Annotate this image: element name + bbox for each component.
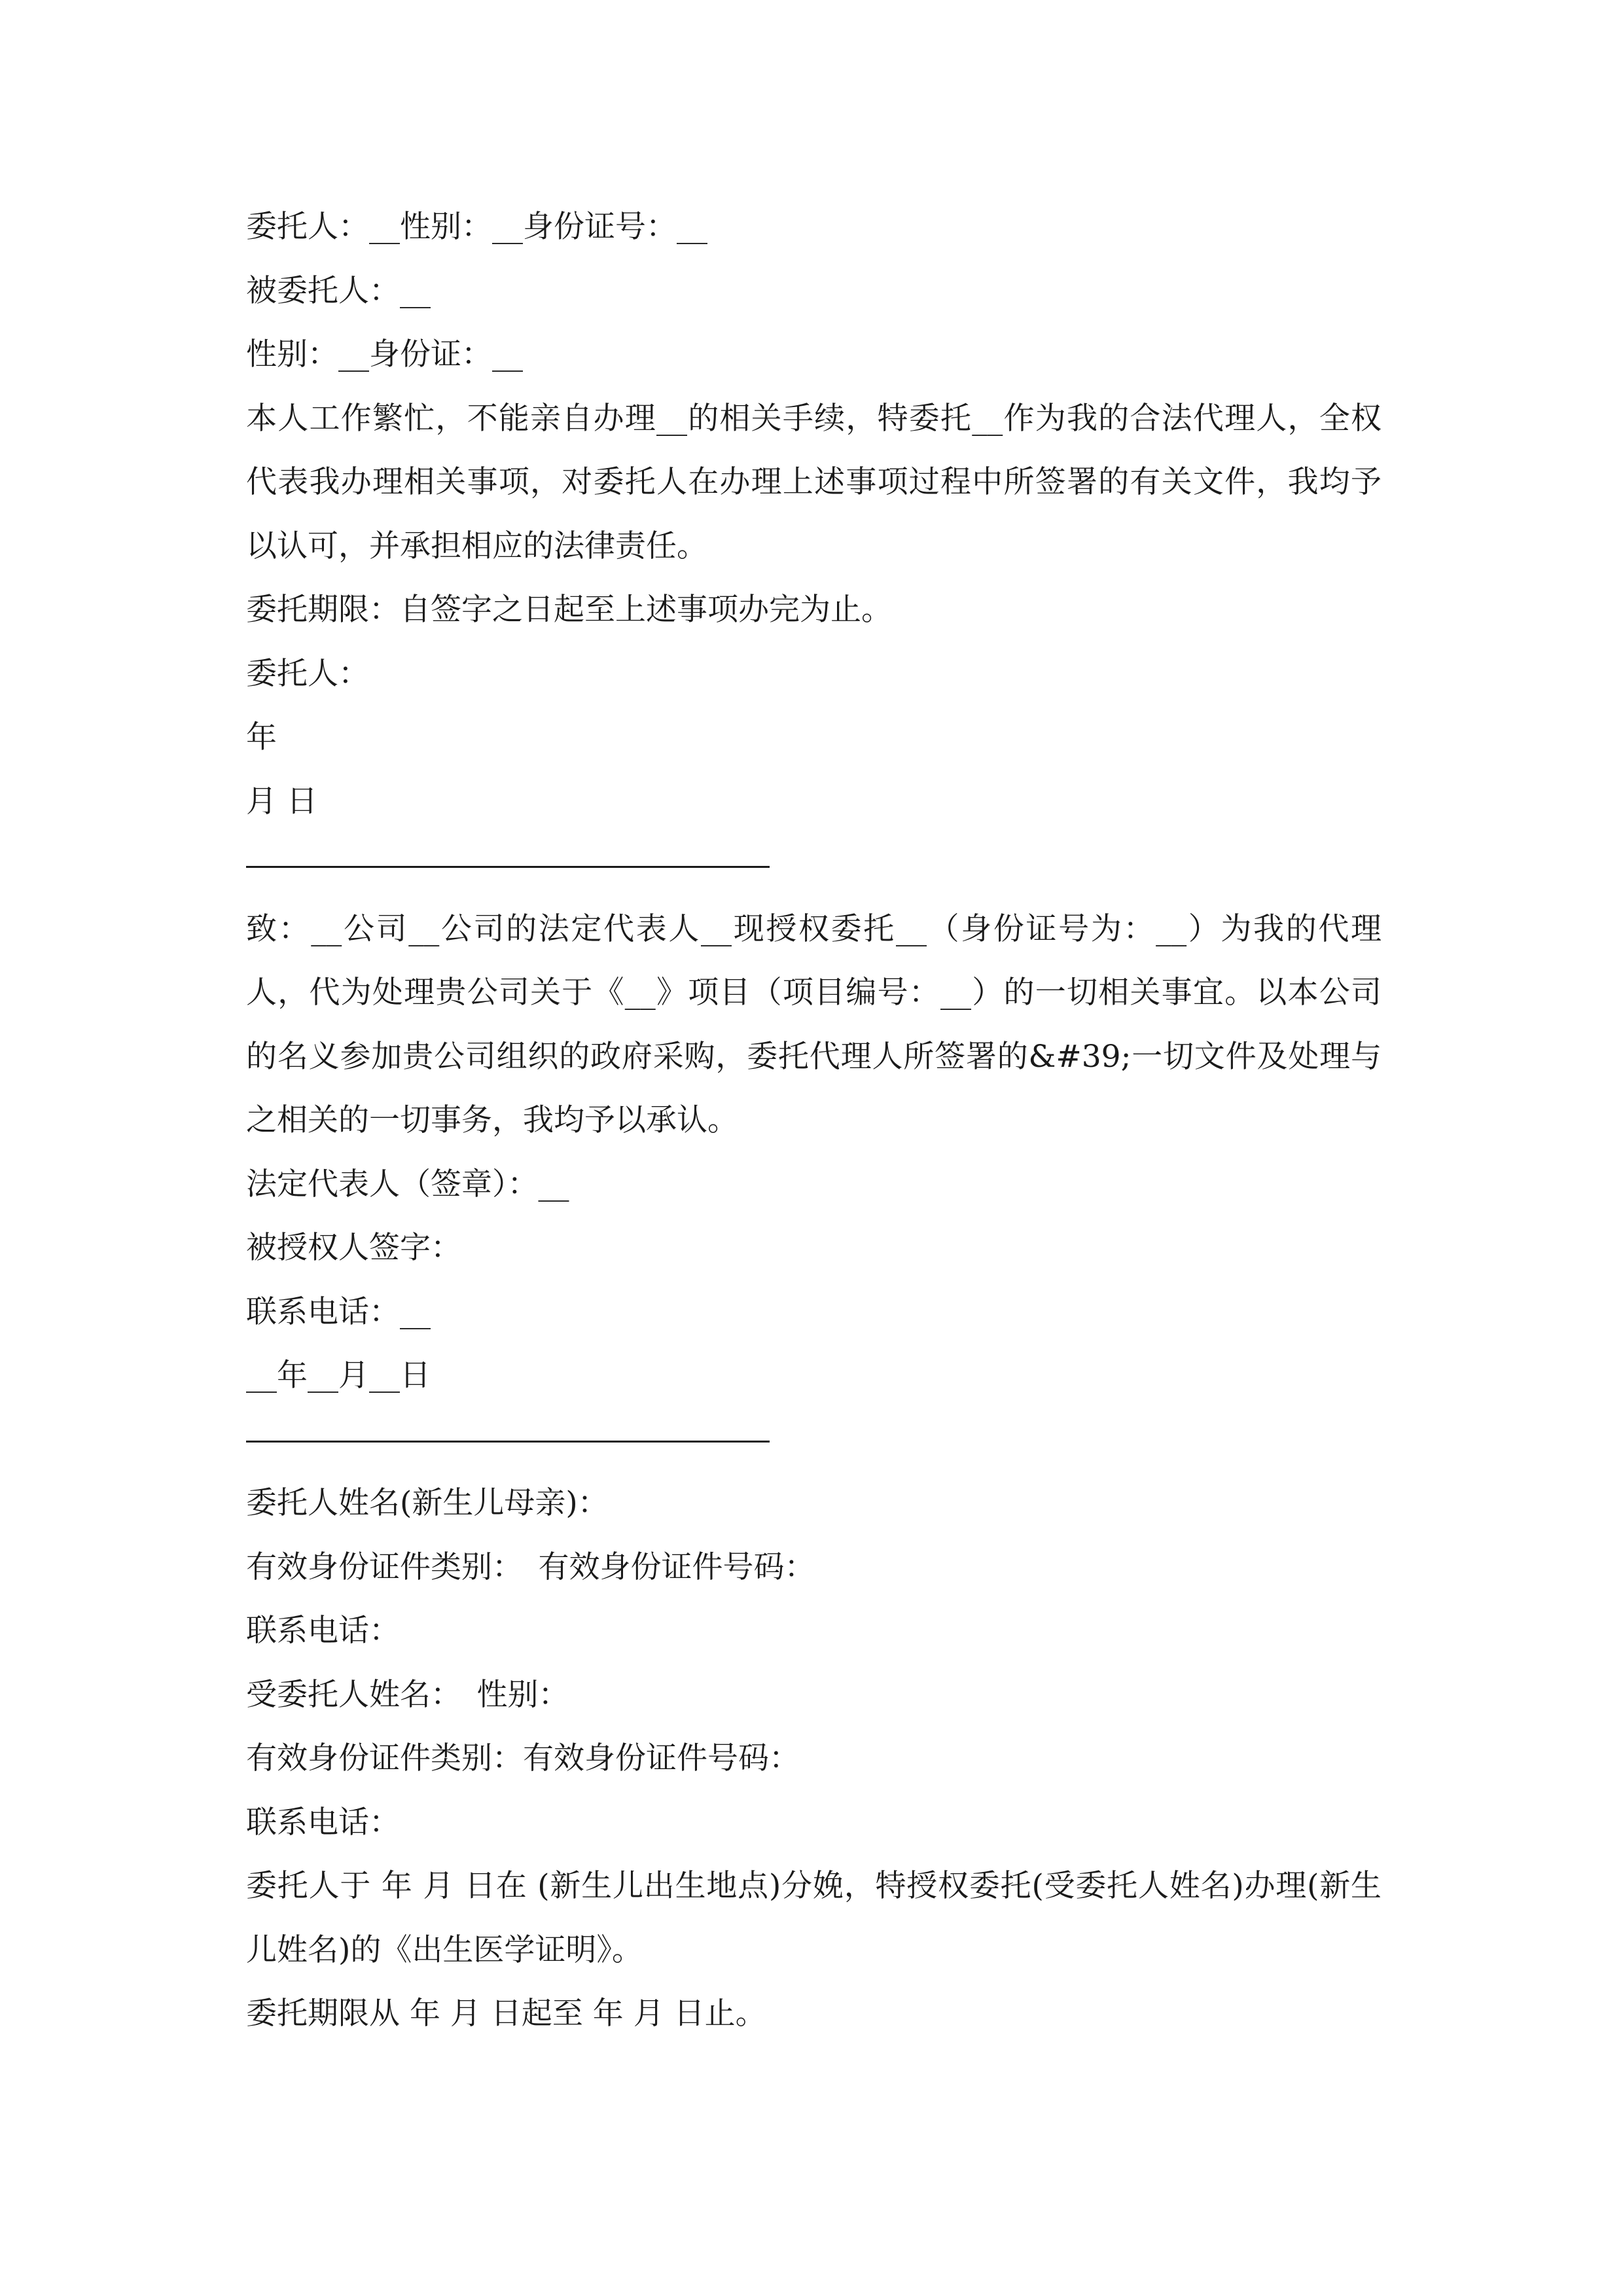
- section-divider: [246, 833, 770, 897]
- authorized-person-signature-line: 被授权人签字：: [246, 1230, 461, 1266]
- principal-signature-line: 委托人：: [246, 655, 369, 692]
- company-authorization-paragraph: 致：__公司__公司的法定代表人__现授权委托__（身份证号为：__）为我的代理人，代为处理贵公司关于《__》项目（项目编号：__）的一切相关事宜。以本公司的名义参加贵公司组织的政府采购，委托代理人所签署的&#39;一切文件及处理与之相关的一切事务，我均予以承认。: [246, 910, 1382, 1138]
- agent-gender-id-line: 性别：__身份证：__: [246, 336, 523, 372]
- birth-certificate-paragraph: 委托人于 年 月 日在 (新生儿出生地点)分娩，特授权委托(受委托人姓名)办理(新生儿姓名)的《出生医学证明》。: [246, 1868, 1382, 1968]
- agent-name-gender-line: 受委托人姓名： 性别：: [246, 1676, 569, 1713]
- legal-representative-line: 法定代表人（签章）：__: [246, 1166, 569, 1202]
- principal-name-line: 委托人姓名(新生儿母亲)：: [246, 1485, 609, 1521]
- authorization-paragraph: 本人工作繁忙，不能亲自办理__的相关手续，特委托__作为我的合法代理人，全权代表我办理相关事项，对委托人在办理上述事项过程中所签署的有关文件，我均予以认可，并承担相应的法律责任。: [246, 400, 1382, 564]
- agent-id-type-line: 有效身份证件类别：有效身份证件号码：: [246, 1740, 800, 1776]
- document-body: [246, 195, 1382, 2046]
- principal-info-line: 委托人：__性别：__身份证号：__: [246, 209, 707, 245]
- term-line: 委托期限：自签字之日起至上述事项办完为止。: [246, 592, 892, 628]
- agent-line: 被委托人：__: [246, 272, 431, 309]
- principal-id-type-line: 有效身份证件类别： 有效身份证件号码：: [246, 1549, 815, 1585]
- contact-phone-line: 联系电话：__: [246, 1293, 431, 1330]
- section-divider: [246, 1408, 770, 1472]
- authorization-term-line: 委托期限从 年 月 日起至 年 月 日止。: [246, 1996, 766, 2032]
- principal-phone-line: 联系电话：: [246, 1613, 400, 1649]
- agent-phone-line: 联系电话：: [246, 1804, 400, 1840]
- year-line: 年: [246, 719, 277, 755]
- month-day-line: 月 日: [246, 783, 317, 819]
- date-line: __年__月__日: [246, 1357, 431, 1393]
